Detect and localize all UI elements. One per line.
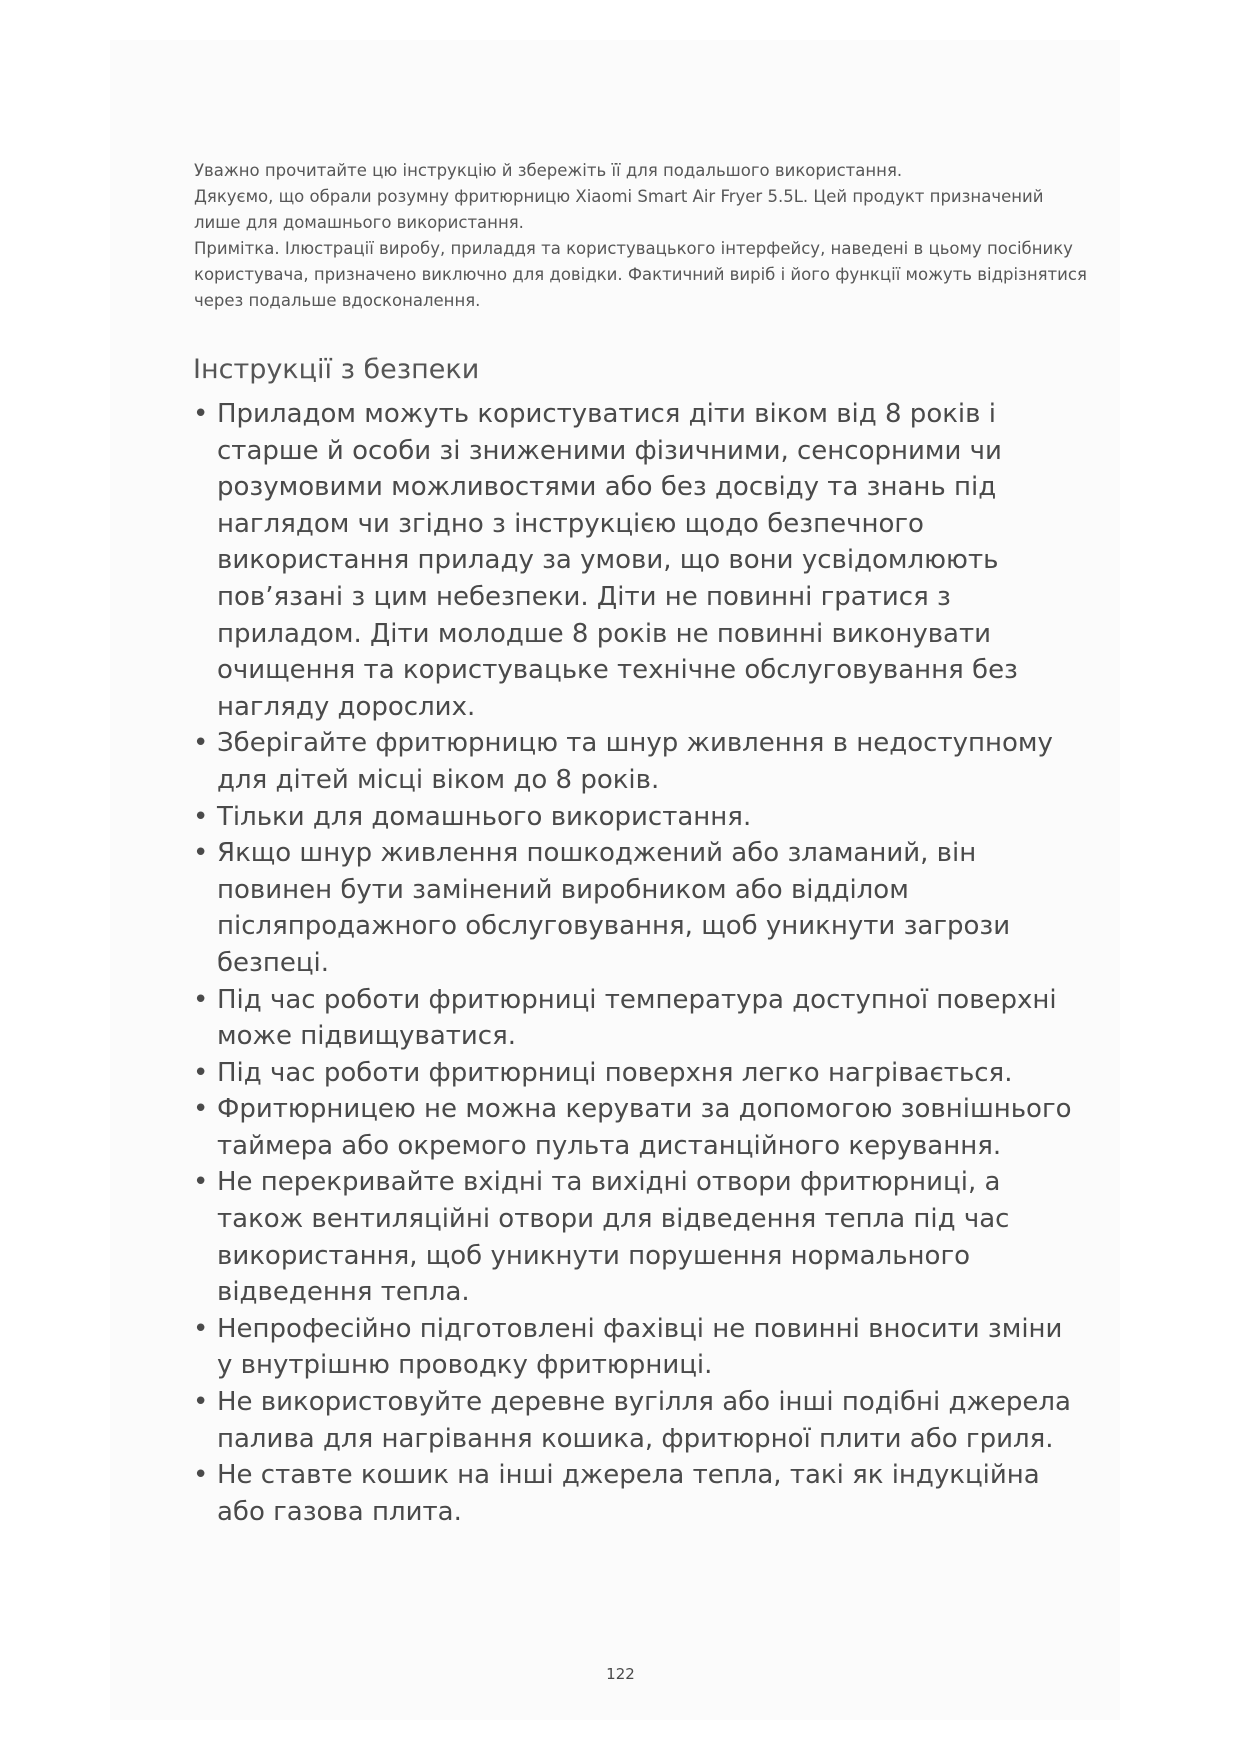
list-item	[193, 1457, 1073, 1530]
bullet-icon: •	[193, 399, 209, 429]
list-item	[193, 1384, 1073, 1457]
intro-read-notice: Уважно прочитайте цю інструкцію й збережіть її для подальшого використання.	[194, 161, 903, 180]
list-item-text: Якщо шнур живлення пошкоджений або зламаний, він повинен бути замінений виробником або відділом післяпродажного обслуговування, щоб уникнути загрози безпеці.	[217, 838, 1011, 978]
bullet-icon: •	[193, 1387, 209, 1418]
list-item	[193, 835, 1073, 981]
bullet-icon: •	[193, 728, 209, 759]
intro-block	[194, 158, 1094, 314]
page-number: 122	[606, 1665, 635, 1683]
bullet-icon: •	[193, 1313, 209, 1344]
list-item-text: Непрофесійно підготовлені фахівці не повинні вносити зміни у внутрішню проводку фритюрниці.	[217, 1313, 1063, 1381]
list-item	[193, 396, 1073, 725]
bullet-icon: •	[193, 1094, 209, 1125]
list-item	[193, 725, 1073, 798]
bullet-icon: •	[193, 801, 209, 832]
bullet-icon: •	[193, 1057, 209, 1088]
bullet-icon: •	[193, 838, 209, 869]
list-item-text: Тільки для домашнього використання.	[217, 801, 752, 832]
bullet-icon: •	[193, 1167, 209, 1198]
list-item-text: Не ставте кошик на інші джерела тепла, такі як індукційна або газова плита.	[217, 1460, 1040, 1527]
intro-thanks: Дякуємо, що обрали розумну фритюрницю Xiaomi Smart Air Fryer 5.5L. Цей продукт призначений лише для домашнього використання.	[194, 187, 1044, 232]
safety-instructions-list	[193, 396, 1073, 1530]
list-item	[193, 799, 1073, 836]
list-item-text: Під час роботи фритюрниці поверхня легко нагрівається.	[217, 1057, 1013, 1088]
list-item	[193, 1164, 1073, 1310]
section-title: Інструкції з безпеки	[193, 354, 480, 385]
bullet-icon: •	[193, 1460, 209, 1491]
list-item	[193, 982, 1073, 1055]
list-item	[193, 1311, 1073, 1384]
list-item-text: Приладом можуть користуватися діти віком від 8 років і старше й особи зі зниженими фізичними, сенсорними чи розумовими можливостями або без досвіду та знань під наглядом чи згідно з інструкцією щодо безпечного використання приладу за умови, що вони усвідомлюють пов’язані з цим небезпеки. Діти не повинні гратися з приладом. Діти молодше 8 років не повинні виконувати очищення та користувацьке технічне обслуговування без нагляду дорослих.	[217, 399, 1018, 722]
bullet-icon: •	[193, 984, 209, 1015]
list-item	[193, 1091, 1073, 1164]
list-item-text: Не використовуйте деревне вугілля або інші подібні джерела палива для нагрівання кошика, фритюрної плити або гриля.	[217, 1387, 1071, 1454]
list-item-text: Під час роботи фритюрниці температура доступної поверхні може підвищуватися.	[217, 984, 1057, 1052]
list-item-text: Зберігайте фритюрницю та шнур живлення в недоступному для дітей місці віком до 8 років.	[217, 728, 1053, 795]
list-item	[193, 1055, 1073, 1092]
intro-note: Примітка. Ілюстрації виробу, приладдя та користувацького інтерфейсу, наведені в цьому посібнику користувача, призначено виключно для довідки. Фактичний виріб і його функції можуть відрізнятися через подальше вдосконалення.	[194, 239, 1087, 310]
list-item-text: Фритюрницею не можна керувати за допомогою зовнішнього таймера або окремого пульта дистанційного керування.	[217, 1094, 1072, 1161]
list-item-text: Не перекривайте вхідні та вихідні отвори фритюрниці, а також вентиляційні отвори для відведення тепла під час використання, щоб уникнути порушення нормального відведення тепла.	[217, 1167, 1010, 1308]
